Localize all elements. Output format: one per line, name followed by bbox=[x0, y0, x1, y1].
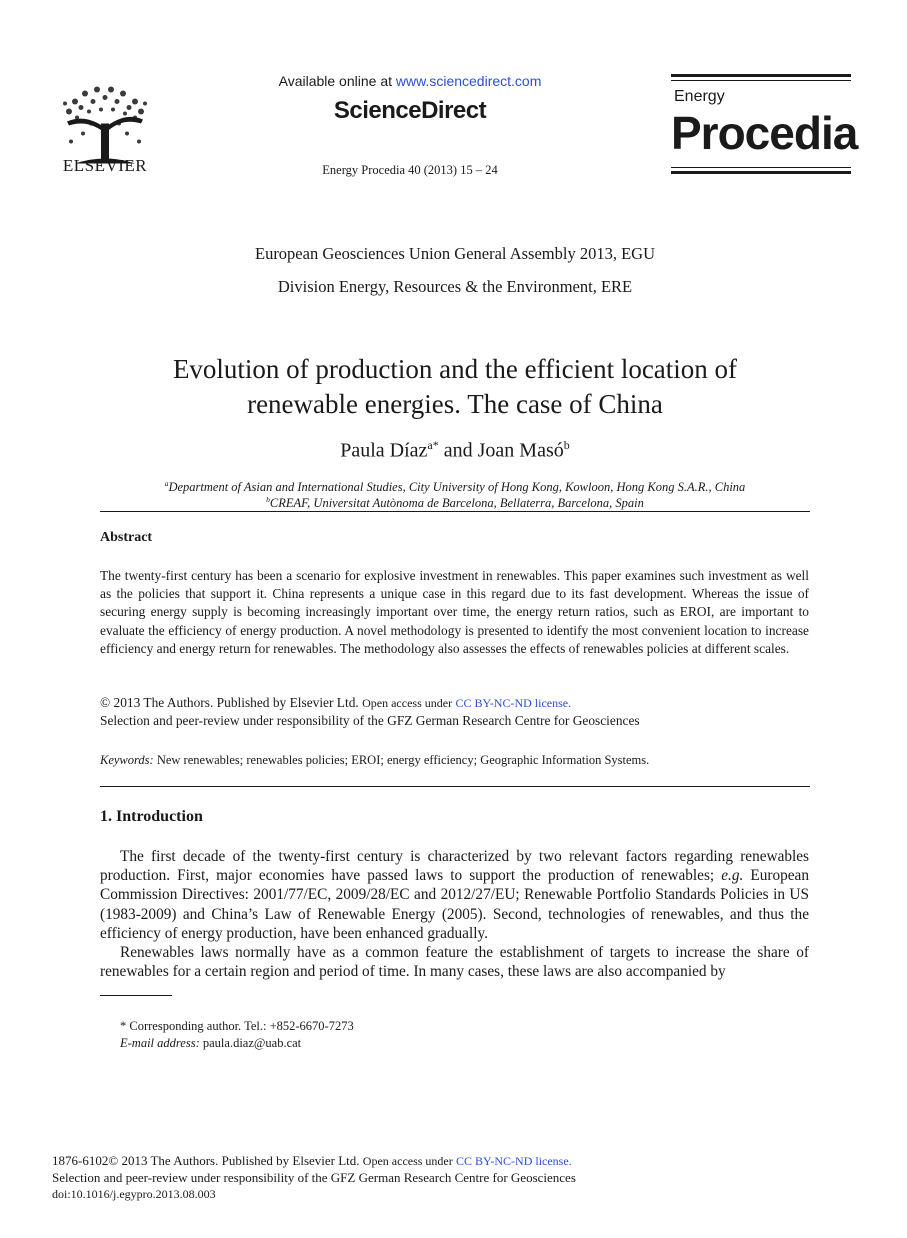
sciencedirect-link[interactable]: www.sciencedirect.com bbox=[395, 73, 542, 89]
affiliation-a-text: Department of Asian and International Studies, City University of Hong Kong, Kowloon, Hong Kong S.A.R., China bbox=[168, 480, 746, 495]
author-2-affiliation-mark: b bbox=[563, 438, 570, 452]
email-address: paula.diaz@uab.cat bbox=[202, 1036, 302, 1050]
abstract-copyright-block bbox=[100, 694, 809, 730]
footnote-rule bbox=[100, 995, 172, 996]
affiliation-a-mark: a bbox=[164, 479, 169, 488]
footer-copyright: © 2013 The Authors. Published by Elsevier Ltd. bbox=[108, 1153, 360, 1168]
open-access-text: Open access under bbox=[362, 696, 453, 710]
author-list bbox=[100, 438, 810, 463]
journal-reference: Energy Procedia 40 (2013) 15 – 24 bbox=[322, 163, 498, 177]
footer-doi: doi:10.1016/j.egypro.2013.08.003 bbox=[52, 1187, 216, 1201]
available-online-line bbox=[230, 73, 590, 89]
intro-paragraph-1 bbox=[100, 847, 809, 943]
abstract-heading: Abstract bbox=[100, 530, 153, 545]
available-prefix: Available online at bbox=[278, 73, 392, 89]
intro-paragraph-2: Renewables laws normally have as a common feature the establishment of targets to increase the share of renewables for a certain region and period of time. In many cases, these laws are also accompanied by bbox=[100, 944, 809, 981]
footer-copyright-line bbox=[52, 1153, 572, 1169]
footer-license-link[interactable]: CC BY-NC-ND license. bbox=[456, 1154, 572, 1168]
footnote-email bbox=[120, 1036, 301, 1051]
affiliation-a bbox=[100, 479, 810, 495]
footnote-corresponding: * Corresponding author. Tel.: +852-6670-7273 bbox=[120, 1019, 354, 1033]
author-2: Joan Masó bbox=[477, 439, 564, 462]
journal-word-energy: Energy bbox=[674, 88, 725, 105]
author-1-affiliation-mark: a* bbox=[427, 438, 439, 452]
intro-p1-part-a: The first decade of the twenty-first century is characterized by two relevant factors regarding renewables production. First, major economies have passed laws to support the production of renewables; bbox=[100, 848, 809, 885]
footer-issn: 1876-6102 bbox=[52, 1153, 109, 1168]
elsevier-wordmark: ELSEVIER bbox=[62, 156, 148, 175]
energy-procedia-logo bbox=[671, 74, 858, 178]
sciencedirect-logo: ScienceDirect bbox=[333, 97, 487, 124]
affiliation-b-text: CREAF, Universitat Autònoma de Barcelona, Bellaterra, Barcelona, Spain bbox=[269, 496, 644, 511]
divider-top bbox=[100, 511, 810, 512]
journal-word-procedia: Procedia bbox=[671, 107, 858, 159]
conference-line-1: European Geosciences Union General Assembly 2013, EGU bbox=[254, 244, 656, 263]
intro-p1-part-b: European Commission Directives: 2001/77/EC, 2009/28/EC and 2012/27/EU; Renewable Portfolio Standards Policies in US (1983-2009) and China’s Law of Renewable Energy (2005). Second, technologies of renewables, and thus the efficiency of energy production, have been enhanced gradually. bbox=[100, 867, 809, 942]
title-line-1: Evolution of production and the efficient location of bbox=[172, 354, 738, 384]
abstract-text: The twenty-first century has been a scenario for explosive investment in renewables. This paper examines such investment as well as the policies that support it. China represents a unique case in this regard due to its fast development. Whereas the issue of securing energy supply is becoming increasingly important over time, the energy return ratios, such as EROI, are important to evaluate the efficiency of energy production. A novel methodology is presented to identify the most convenient location to increase efficiency and energy return for renewables. The methodology also assesses the effects of renewables policies at different scales. bbox=[100, 568, 809, 656]
affiliation-b bbox=[100, 495, 810, 511]
keywords-text: New renewables; renewables policies; EROI; energy efficiency; Geographic Information Systems. bbox=[156, 753, 650, 767]
footer-open-access: Open access under bbox=[362, 1154, 453, 1168]
intro-p1-eg: e.g. bbox=[721, 867, 744, 885]
affiliation-b-mark: b bbox=[266, 495, 270, 504]
introduction-heading: 1. Introduction bbox=[100, 808, 203, 825]
footer-peer-review: Selection and peer-review under responsibility of the GFZ German Research Centre for Geosciences bbox=[52, 1170, 576, 1185]
license-link[interactable]: CC BY-NC-ND license. bbox=[455, 696, 572, 710]
divider-bottom bbox=[100, 786, 810, 787]
email-label: E-mail address: bbox=[120, 1036, 200, 1050]
author-join: and bbox=[443, 439, 473, 462]
paper-title bbox=[100, 352, 810, 422]
copyright-text: © 2013 The Authors. Published by Elsevier Ltd. bbox=[100, 695, 359, 710]
title-line-2: renewable energies. The case of China bbox=[247, 389, 663, 419]
keywords-label: Keywords: bbox=[100, 753, 154, 767]
author-1: Paula Díaz bbox=[340, 439, 428, 462]
conference-line-2: Division Energy, Resources & the Environment, ERE bbox=[277, 277, 633, 296]
peer-review-text: Selection and peer-review under responsibility of the GFZ German Research Centre for Geosciences bbox=[100, 713, 640, 729]
keywords-line bbox=[100, 753, 809, 768]
